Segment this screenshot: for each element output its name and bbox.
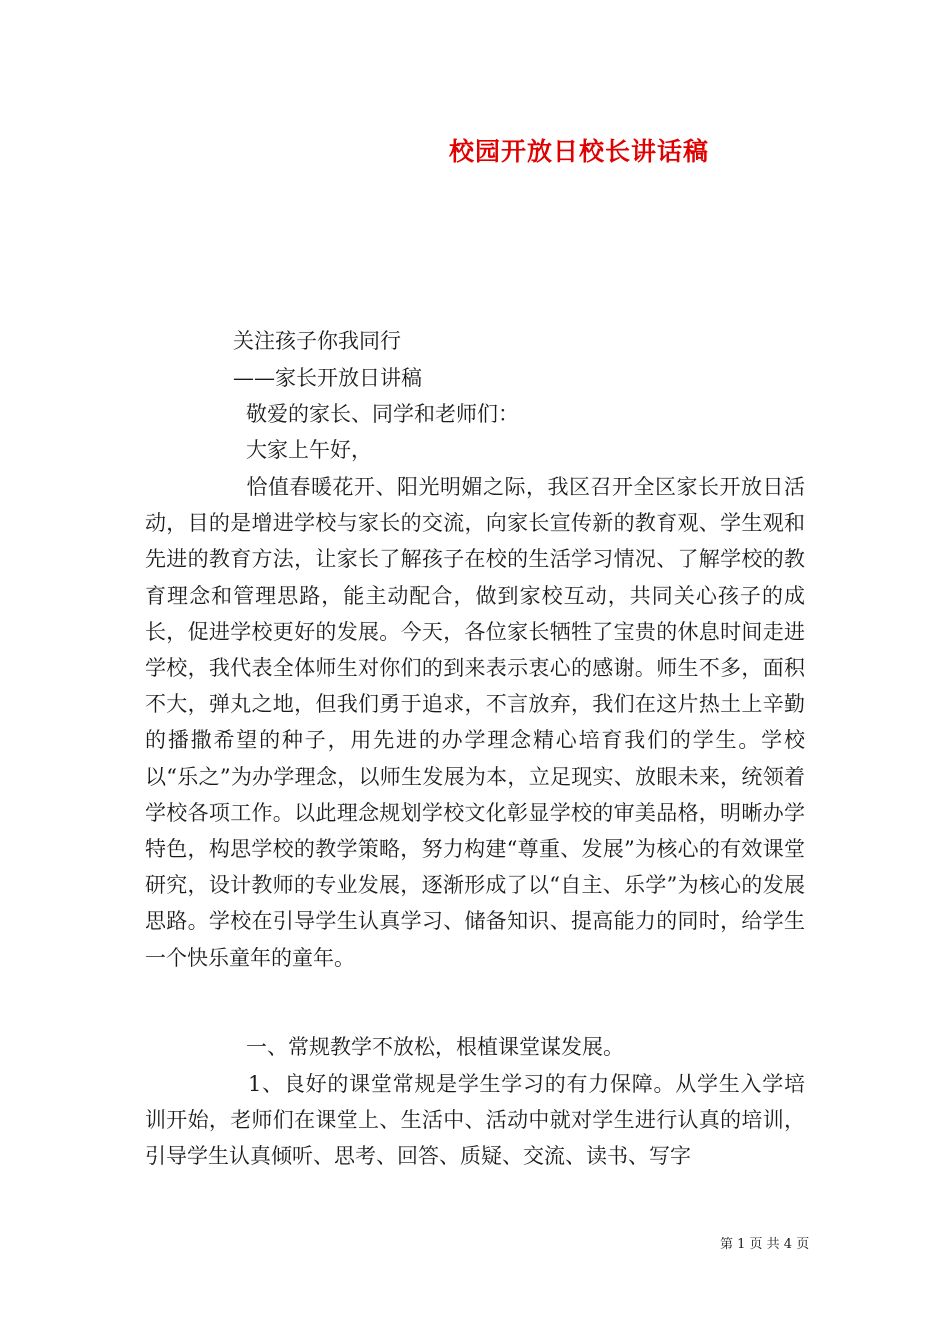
salutation: 敬爱的家长、同学和老师们： bbox=[246, 402, 519, 426]
paragraph-1-text: 恰值春暖花开、阳光明媚之际，我区召开全区家长开放日活动，目的是增进学校与家长的交流，向家长宣传新的教育观、学生观和先进的教育方法，让家长了解孩子在校的生活学习情况、了解学校的教育理念和管理思路，能主动配合，做到家校互动，共同关心孩子的成长，促进学校更好的发展。今天，各位家长牺牲了宝贵的休息时间走进学校，我代表全体师生对你们的到来表示衷心的感谢。师生不多，面积不大，弹丸之地，但我们勇于追求，不言放弃，我们在这片热土上辛勤的播撒希望的种子，用先进的办学理念精心培育我们的学生。学校以“乐之”为办学理念，以师生发展为本，立足现实、放眼未来，统领着学校各项工作。以此理念规划学校文化彰显学校的审美品格，明晰办学特色，构思学校的教学策略，努力构建“尊重、发展”为核心的有效课堂研究，设计教师的专业发展，逐渐形成了以“自主、乐学”为核心的发展思路。学校在引导学生认真学习、储备知识、提高能力的同时，给学生一个快乐童年的童年。 bbox=[145, 475, 805, 970]
sub-subtitle: ——家长开放日讲稿 bbox=[233, 366, 422, 390]
body-paragraph-2 bbox=[145, 1066, 805, 1175]
page-footer: 第 1 页 共 4 页 bbox=[720, 1237, 810, 1252]
subtitle: 关注孩子你我同行 bbox=[233, 329, 401, 353]
document-title: 校园开放日校长讲话稿 bbox=[449, 137, 710, 166]
body-paragraph-1 bbox=[145, 469, 805, 976]
greeting: 大家上午好， bbox=[246, 438, 372, 462]
section-heading-1: 一、常规教学不放松，根植课堂谋发展。 bbox=[246, 1035, 624, 1059]
paragraph-2-text: 1、良好的课堂常规是学生学习的有力保障。从学生入学培训开始，老师们在课堂上、生活中、活动中就对学生进行认真的培训，引导学生认真倾听、思考、回答、质疑、交流、读书、写字 bbox=[145, 1072, 805, 1169]
